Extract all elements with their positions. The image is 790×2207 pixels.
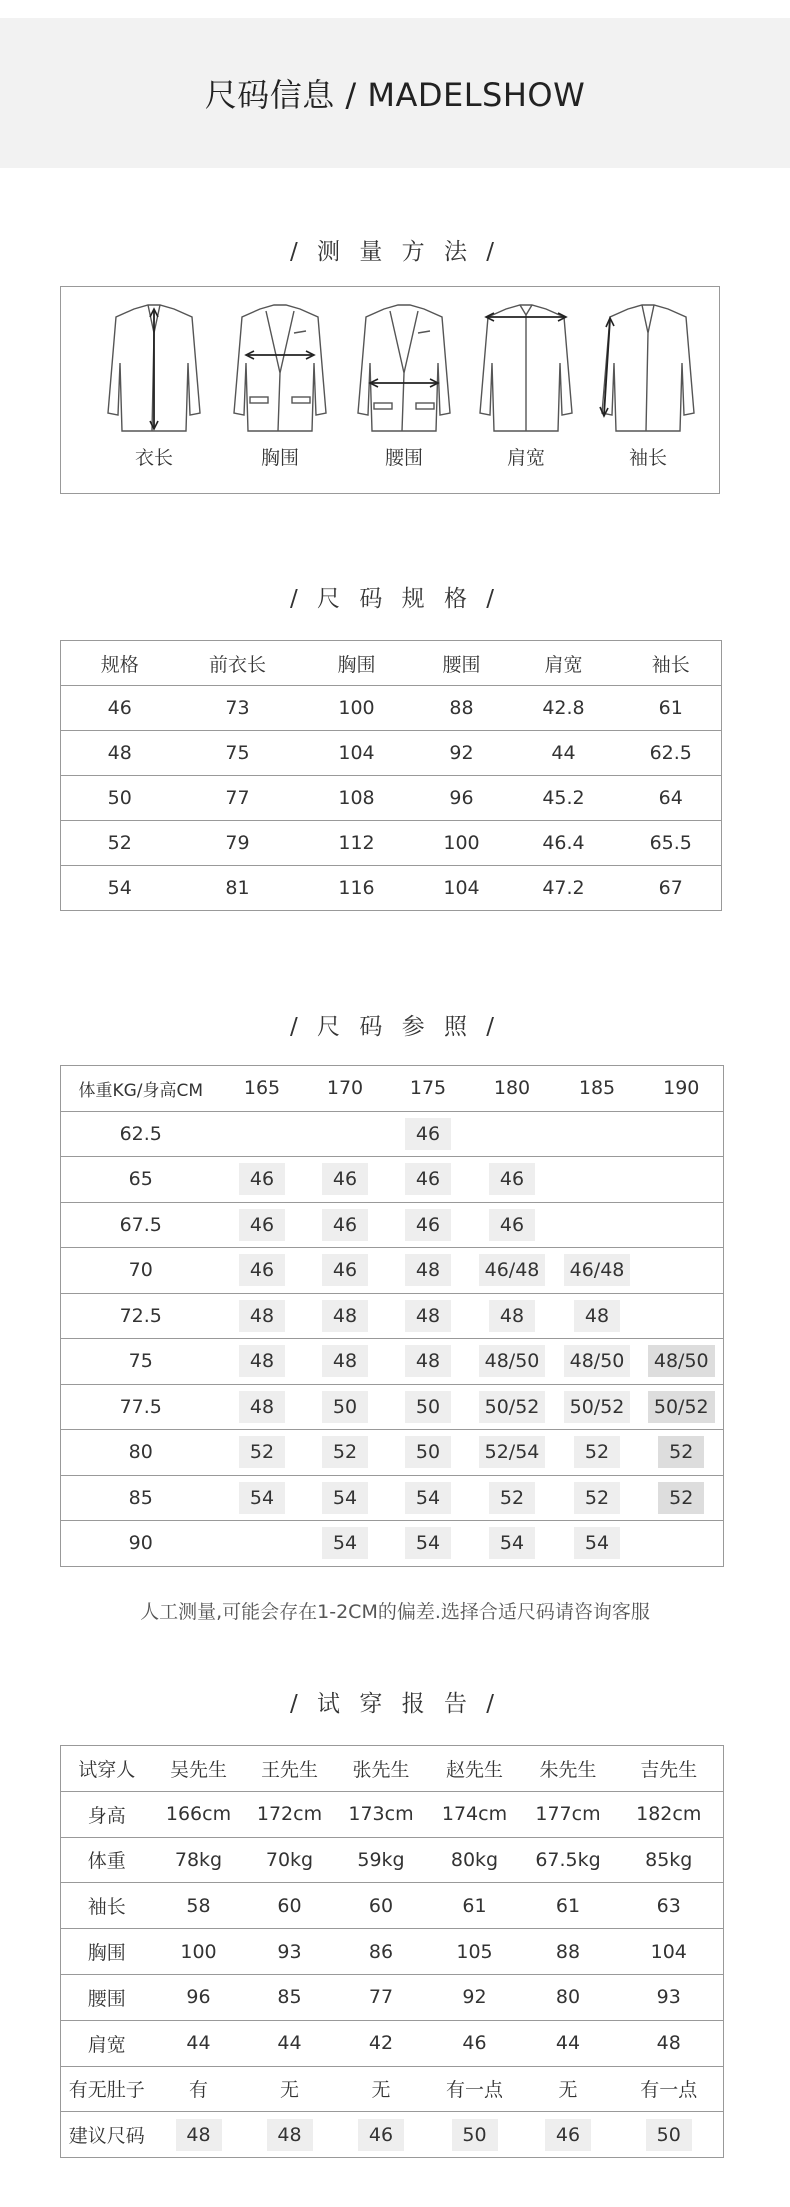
size-cell xyxy=(555,1384,640,1430)
table-cell: 173cm xyxy=(335,1791,428,1837)
column-header: 朱先生 xyxy=(539,1758,597,1781)
table-row xyxy=(61,776,722,821)
table-cell: 46 xyxy=(428,2020,522,2066)
weight-label: 67.5 xyxy=(61,1202,221,1248)
jacket-waist-icon xyxy=(354,303,454,438)
column-header: 吉先生 xyxy=(640,1758,698,1781)
row-label: 体重 xyxy=(61,1837,153,1883)
size-chip: 54 xyxy=(489,1527,535,1559)
table-cell: 100 xyxy=(153,1929,245,1975)
corner-header: 体重KG/身高CM xyxy=(78,1080,204,1101)
size-cell xyxy=(221,1111,304,1157)
size-cell xyxy=(304,1430,387,1476)
table-cell: 45.2 xyxy=(507,776,621,821)
table-cell: 47.2 xyxy=(507,866,621,911)
table-cell: 63 xyxy=(615,1883,724,1929)
size-cell xyxy=(640,1111,724,1157)
size-chip: 46 xyxy=(322,1254,368,1286)
size-cell xyxy=(221,1157,304,1203)
table-cell: 174cm xyxy=(428,1791,522,1837)
size-cell xyxy=(555,1521,640,1567)
size-chip: 48 xyxy=(405,1300,451,1332)
size-chip: 48 xyxy=(405,1254,451,1286)
table-row xyxy=(61,1883,724,1929)
recommended-size-chip: 50 xyxy=(646,2119,692,2151)
table-cell: 42.8 xyxy=(507,686,621,731)
size-reference-table xyxy=(60,1065,724,1567)
table-cell: 59kg xyxy=(335,1837,428,1883)
size-cell xyxy=(387,1111,470,1157)
size-chip: 46 xyxy=(239,1209,285,1241)
recommended-size-chip: 48 xyxy=(176,2119,222,2151)
size-cell xyxy=(640,1521,724,1567)
size-cell xyxy=(470,1202,555,1248)
table-cell: 44 xyxy=(245,2020,335,2066)
measure-item-sleeve xyxy=(588,303,708,473)
table-cell: 46.4 xyxy=(507,821,621,866)
weight-label: 70 xyxy=(61,1248,221,1294)
table-cell: 100 xyxy=(417,821,507,866)
table-cell: 96 xyxy=(153,1974,245,2020)
table-cell: 48 xyxy=(615,2020,724,2066)
weight-label: 62.5 xyxy=(61,1111,221,1157)
column-header: 袖长 xyxy=(651,653,690,676)
table-cell: 无 xyxy=(245,2066,335,2112)
weight-label: 65 xyxy=(61,1157,221,1203)
measure-item-waist xyxy=(344,303,464,473)
measure-label: 肩宽 xyxy=(506,447,545,469)
size-cell xyxy=(555,1248,640,1294)
table-cell: 42 xyxy=(335,2020,428,2066)
table-cell: 80 xyxy=(522,1974,615,2020)
measure-item-chest xyxy=(220,303,340,473)
size-cell xyxy=(640,1248,724,1294)
size-chip: 54 xyxy=(574,1527,620,1559)
table-cell: 有 xyxy=(153,2066,245,2112)
recommended-size-chip: 46 xyxy=(358,2119,404,2151)
measure-label: 胸围 xyxy=(260,447,299,469)
column-header: 王先生 xyxy=(260,1758,318,1781)
size-cell xyxy=(470,1339,555,1385)
size-chip: 50/52 xyxy=(479,1391,546,1423)
table-cell: 182cm xyxy=(615,1791,724,1837)
table-cell: 73 xyxy=(179,686,297,731)
size-chip: 46 xyxy=(405,1118,451,1150)
table-cell: 93 xyxy=(245,1929,335,1975)
column-header: 腰围 xyxy=(442,653,481,676)
table-cell: 88 xyxy=(522,1929,615,1975)
table-cell: 86 xyxy=(335,1929,428,1975)
size-cell xyxy=(640,1384,724,1430)
page-header xyxy=(0,18,790,168)
size-chip: 46 xyxy=(489,1209,535,1241)
size-cell xyxy=(304,1339,387,1385)
size-chip: 50/52 xyxy=(564,1391,631,1423)
table-cell: 75 xyxy=(179,731,297,776)
table-cell: 88 xyxy=(417,686,507,731)
measurement-note: 人工测量,可能会存在1-2CM的偏差.选择合适尺码请咨询客服 xyxy=(140,1601,650,1623)
table-cell: 104 xyxy=(417,866,507,911)
table-cell: 61 xyxy=(428,1883,522,1929)
size-cell xyxy=(304,1475,387,1521)
size-cell xyxy=(304,1521,387,1567)
size-chip: 48/50 xyxy=(479,1345,546,1377)
size-chip: 52 xyxy=(574,1482,620,1514)
table-cell: 44 xyxy=(153,2020,245,2066)
column-header: 胸围 xyxy=(337,653,376,676)
table-cell: 67.5kg xyxy=(522,1837,615,1883)
size-chip: 48 xyxy=(405,1345,451,1377)
size-cell xyxy=(640,1157,724,1203)
size-cell xyxy=(555,1475,640,1521)
column-header: 赵先生 xyxy=(445,1758,503,1781)
size-cell xyxy=(640,1430,724,1476)
recommended-size-chip: 48 xyxy=(267,2119,313,2151)
weight-label: 90 xyxy=(61,1521,221,1567)
jacket-chest-icon xyxy=(230,303,330,438)
size-cell xyxy=(555,1111,640,1157)
size-cell xyxy=(555,1293,640,1339)
size-cell xyxy=(470,1384,555,1430)
size-cell xyxy=(387,1202,470,1248)
size-chip: 46/48 xyxy=(479,1254,546,1286)
size-cell xyxy=(640,1339,724,1385)
table-cell: 52 xyxy=(61,821,179,866)
measure-item-length xyxy=(94,303,214,473)
size-cell xyxy=(221,1202,304,1248)
measure-label: 袖长 xyxy=(628,447,667,469)
size-chip: 54 xyxy=(322,1482,368,1514)
size-chip: 46 xyxy=(239,1254,285,1286)
size-chip: 50 xyxy=(322,1391,368,1423)
measure-label: 衣长 xyxy=(134,447,173,469)
table-cell: 有一点 xyxy=(428,2066,522,2112)
measure-section-title: / 测 量 方 法 / xyxy=(289,239,501,265)
table-cell: 177cm xyxy=(522,1791,615,1837)
recommended-size-chip: 50 xyxy=(452,2119,498,2151)
size-cell xyxy=(555,1430,640,1476)
table-cell: 81 xyxy=(179,866,297,911)
size-cell xyxy=(470,1521,555,1567)
table-header-row xyxy=(61,1746,724,1792)
trial-report-table xyxy=(60,1745,724,2158)
table-cell: 80kg xyxy=(428,1837,522,1883)
table-cell: 无 xyxy=(522,2066,615,2112)
table-cell: 92 xyxy=(417,731,507,776)
table-row xyxy=(61,1837,724,1883)
table-cell: 104 xyxy=(297,731,417,776)
size-cell xyxy=(470,1157,555,1203)
weight-label: 75 xyxy=(61,1339,221,1385)
size-cell xyxy=(640,1293,724,1339)
size-cell xyxy=(304,1248,387,1294)
size-chip: 52 xyxy=(658,1482,704,1514)
table-cell: 64 xyxy=(621,776,722,821)
height-header: 180 xyxy=(493,1077,531,1100)
size-chip: 48 xyxy=(239,1345,285,1377)
table-row xyxy=(61,1248,724,1294)
size-chip: 48 xyxy=(239,1391,285,1423)
height-header: 170 xyxy=(326,1077,364,1100)
size-chip: 54 xyxy=(239,1482,285,1514)
table-header-row xyxy=(61,1066,724,1112)
table-cell: 77 xyxy=(335,1974,428,2020)
measure-label: 腰围 xyxy=(384,447,423,469)
column-header: 规格 xyxy=(100,653,139,676)
table-cell: 77 xyxy=(179,776,297,821)
size-chip: 54 xyxy=(405,1527,451,1559)
report-section-title: / 试 穿 报 告 / xyxy=(289,1691,501,1717)
size-chip: 48 xyxy=(322,1300,368,1332)
size-chip: 46 xyxy=(322,1209,368,1241)
table-cell: 54 xyxy=(61,866,179,911)
table-row xyxy=(61,1202,724,1248)
size-chip: 48 xyxy=(574,1300,620,1332)
table-row xyxy=(61,731,722,776)
size-cell xyxy=(387,1475,470,1521)
table-cell: 60 xyxy=(245,1883,335,1929)
size-chip: 46 xyxy=(322,1163,368,1195)
table-cell: 85kg xyxy=(615,1837,724,1883)
size-cell xyxy=(387,1293,470,1339)
table-row xyxy=(61,686,722,731)
table-cell: 62.5 xyxy=(621,731,722,776)
size-cell xyxy=(304,1384,387,1430)
table-cell: 108 xyxy=(297,776,417,821)
size-cell xyxy=(221,1248,304,1294)
table-row xyxy=(61,821,722,866)
jacket-shoulder-icon xyxy=(476,303,576,438)
table-row xyxy=(61,1430,724,1476)
size-cell xyxy=(304,1202,387,1248)
size-chip: 52 xyxy=(574,1436,620,1468)
size-cell xyxy=(304,1157,387,1203)
table-row xyxy=(61,1339,724,1385)
size-cell xyxy=(640,1202,724,1248)
column-header: 张先生 xyxy=(352,1758,410,1781)
table-cell: 166cm xyxy=(153,1791,245,1837)
size-cell xyxy=(387,1384,470,1430)
height-header: 190 xyxy=(663,1077,700,1100)
row-label: 建议尺码 xyxy=(61,2112,153,2158)
table-row xyxy=(61,1111,724,1157)
size-chip: 52 xyxy=(489,1482,535,1514)
table-cell: 61 xyxy=(522,1883,615,1929)
table-cell xyxy=(335,2112,428,2158)
height-header: 165 xyxy=(243,1077,281,1100)
size-chip: 52 xyxy=(658,1436,704,1468)
weight-label: 72.5 xyxy=(61,1293,221,1339)
table-row xyxy=(61,866,722,911)
measure-illustrations xyxy=(60,286,720,494)
jacket-sleeve-icon xyxy=(598,303,698,438)
row-label: 腰围 xyxy=(61,1974,153,2020)
table-row xyxy=(61,1475,724,1521)
size-chip: 50 xyxy=(405,1391,451,1423)
row-label: 胸围 xyxy=(61,1929,153,1975)
table-row xyxy=(61,1157,724,1203)
size-spec-table xyxy=(60,640,722,911)
column-header: 肩宽 xyxy=(544,653,583,676)
size-cell xyxy=(470,1475,555,1521)
table-row xyxy=(61,1293,724,1339)
table-cell: 67 xyxy=(621,866,722,911)
size-cell xyxy=(555,1157,640,1203)
size-chip: 48 xyxy=(239,1300,285,1332)
size-chip: 50/52 xyxy=(648,1391,715,1423)
table-header-row xyxy=(61,641,722,686)
size-chip: 48/50 xyxy=(648,1345,715,1377)
table-cell: 无 xyxy=(335,2066,428,2112)
size-chip: 52 xyxy=(322,1436,368,1468)
size-cell xyxy=(555,1339,640,1385)
table-row xyxy=(61,1521,724,1567)
size-cell xyxy=(221,1430,304,1476)
table-cell: 79 xyxy=(179,821,297,866)
size-cell xyxy=(470,1111,555,1157)
table-cell: 44 xyxy=(507,731,621,776)
table-cell: 116 xyxy=(297,866,417,911)
page-title: 尺码信息 / MADELSHOW xyxy=(204,76,586,114)
table-cell xyxy=(428,2112,522,2158)
size-chip: 46 xyxy=(405,1163,451,1195)
table-cell: 105 xyxy=(428,1929,522,1975)
table-cell: 93 xyxy=(615,1974,724,2020)
size-chip: 54 xyxy=(405,1482,451,1514)
size-chip: 52 xyxy=(239,1436,285,1468)
size-cell xyxy=(640,1475,724,1521)
table-cell xyxy=(245,2112,335,2158)
row-label: 有无肚子 xyxy=(61,2066,153,2112)
size-chip: 46 xyxy=(489,1163,535,1195)
table-cell: 65.5 xyxy=(621,821,722,866)
size-cell xyxy=(221,1475,304,1521)
table-cell xyxy=(615,2112,724,2158)
table-row xyxy=(61,2020,724,2066)
ref-section-title: / 尺 码 参 照 / xyxy=(289,1014,501,1040)
size-cell xyxy=(470,1248,555,1294)
size-cell xyxy=(387,1339,470,1385)
table-row xyxy=(61,2066,724,2112)
size-cell xyxy=(387,1248,470,1294)
height-header: 175 xyxy=(409,1077,447,1100)
table-cell: 104 xyxy=(615,1929,724,1975)
column-header: 前衣长 xyxy=(208,653,266,676)
size-cell xyxy=(470,1430,555,1476)
height-header: 185 xyxy=(578,1077,616,1100)
table-row xyxy=(61,1791,724,1837)
table-cell: 有一点 xyxy=(615,2066,724,2112)
size-cell xyxy=(221,1521,304,1567)
weight-label: 85 xyxy=(61,1475,221,1521)
size-cell xyxy=(221,1293,304,1339)
table-cell xyxy=(153,2112,245,2158)
table-row xyxy=(61,2112,724,2158)
size-chip: 48 xyxy=(489,1300,535,1332)
size-chip: 54 xyxy=(322,1527,368,1559)
size-chip: 52/54 xyxy=(479,1436,546,1468)
size-cell xyxy=(221,1339,304,1385)
size-chip: 46 xyxy=(239,1163,285,1195)
table-cell: 78kg xyxy=(153,1837,245,1883)
size-chip: 46 xyxy=(405,1209,451,1241)
weight-label: 80 xyxy=(61,1430,221,1476)
row-label: 肩宽 xyxy=(61,2020,153,2066)
size-chip: 48 xyxy=(322,1345,368,1377)
column-header: 吴先生 xyxy=(169,1758,227,1781)
spec-section-title: / 尺 码 规 格 / xyxy=(289,586,501,612)
size-cell xyxy=(470,1293,555,1339)
table-cell: 112 xyxy=(297,821,417,866)
size-cell xyxy=(221,1384,304,1430)
table-cell: 85 xyxy=(245,1974,335,2020)
table-row xyxy=(61,1929,724,1975)
table-cell: 60 xyxy=(335,1883,428,1929)
table-row xyxy=(61,1974,724,2020)
size-cell xyxy=(387,1157,470,1203)
column-header: 试穿人 xyxy=(78,1758,136,1781)
size-cell xyxy=(387,1521,470,1567)
row-label: 身高 xyxy=(61,1791,153,1837)
size-cell xyxy=(387,1430,470,1476)
table-cell: 46 xyxy=(61,686,179,731)
size-chip: 50 xyxy=(405,1436,451,1468)
size-chip: 46/48 xyxy=(564,1254,631,1286)
table-cell: 58 xyxy=(153,1883,245,1929)
table-cell: 48 xyxy=(61,731,179,776)
size-chip: 48/50 xyxy=(564,1345,631,1377)
recommended-size-chip: 46 xyxy=(545,2119,591,2151)
table-cell: 100 xyxy=(297,686,417,731)
table-cell: 50 xyxy=(61,776,179,821)
size-cell xyxy=(304,1111,387,1157)
row-label: 袖长 xyxy=(61,1883,153,1929)
size-cell xyxy=(555,1202,640,1248)
table-cell: 92 xyxy=(428,1974,522,2020)
table-cell: 44 xyxy=(522,2020,615,2066)
table-cell: 172cm xyxy=(245,1791,335,1837)
weight-label: 77.5 xyxy=(61,1384,221,1430)
measure-item-shoulder xyxy=(466,303,586,473)
table-row xyxy=(61,1384,724,1430)
table-cell: 70kg xyxy=(245,1837,335,1883)
table-cell: 61 xyxy=(621,686,722,731)
size-cell xyxy=(304,1293,387,1339)
table-cell xyxy=(522,2112,615,2158)
table-cell: 96 xyxy=(417,776,507,821)
jacket-length-icon xyxy=(104,303,204,438)
